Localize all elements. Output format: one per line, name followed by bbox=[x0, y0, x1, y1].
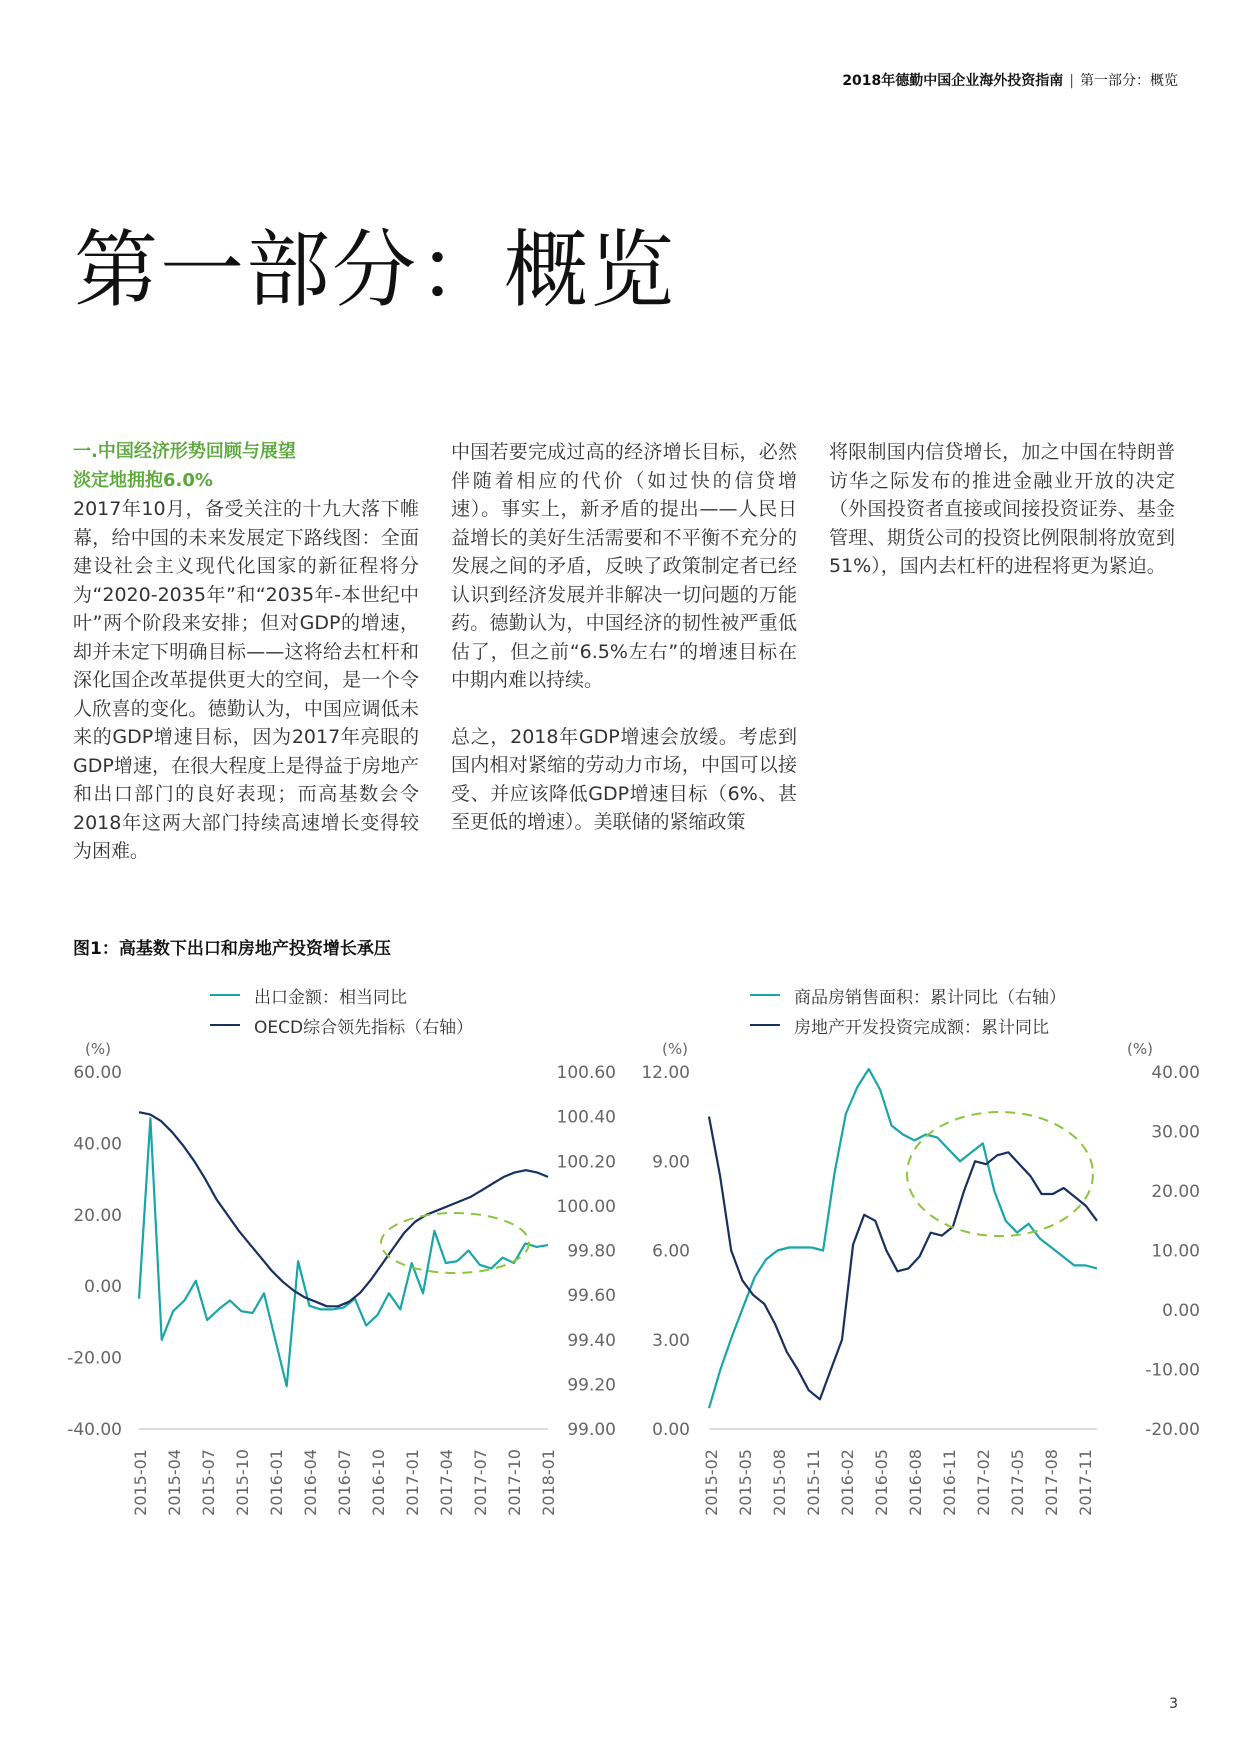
chart1-svg bbox=[60, 980, 620, 1540]
right-tick-label: 0.00 bbox=[1162, 1301, 1200, 1321]
section-heading: 一.中国经济形势回顾与展望 bbox=[73, 441, 296, 462]
x-tick-label: 2016-01 bbox=[267, 1449, 286, 1516]
x-tick-label: 2017-11 bbox=[1076, 1449, 1095, 1516]
chart-exports-oecd bbox=[60, 980, 620, 1540]
legend-item bbox=[750, 980, 1066, 1010]
right-tick-label: 10.00 bbox=[1151, 1241, 1200, 1262]
x-tick-label: 2016-02 bbox=[838, 1449, 857, 1516]
left-tick-label: 20.00 bbox=[73, 1205, 122, 1226]
right-axis-unit: (%) bbox=[1127, 1040, 1153, 1058]
x-tick-label: 2017-08 bbox=[1042, 1449, 1061, 1516]
x-tick-label: 2017-05 bbox=[1008, 1449, 1027, 1516]
legend-label: 房地产开发投资完成额：累计同比 bbox=[794, 1017, 1049, 1038]
left-tick-label: 6.00 bbox=[652, 1241, 690, 1262]
legend-swatch-navy bbox=[750, 1024, 780, 1026]
right-tick-label: 99.00 bbox=[567, 1420, 616, 1440]
right-tick-label: 100.60 bbox=[556, 1063, 616, 1083]
right-tick-label: 100.40 bbox=[556, 1107, 616, 1128]
right-tick-label: 99.80 bbox=[567, 1241, 616, 1262]
x-tick-label: 2016-04 bbox=[301, 1449, 320, 1516]
left-tick-label: -20.00 bbox=[67, 1348, 122, 1369]
left-tick-label: 12.00 bbox=[641, 1063, 690, 1083]
report-title: 2018年德勤中国企业海外投资指南 bbox=[842, 73, 1064, 89]
x-tick-label: 2015-08 bbox=[770, 1449, 789, 1516]
x-tick-label: 2016-08 bbox=[906, 1449, 925, 1516]
x-tick-label: 2016-11 bbox=[940, 1449, 959, 1516]
figure-title: 图1：高基数下出口和房地产投资增长承压 bbox=[73, 939, 391, 959]
left-axis-unit: (%) bbox=[662, 1040, 688, 1058]
legend-item bbox=[750, 1010, 1066, 1040]
x-tick-label: 2015-04 bbox=[165, 1449, 184, 1516]
x-tick-label: 2016-07 bbox=[335, 1449, 354, 1516]
legend-label: 出口金额：相当同比 bbox=[254, 987, 407, 1008]
paragraph: 2017年10月，备受关注的十九大落下帷幕，给中国的未来发展定下路线图：全面建设社会主义现代化国家的新征程将分为“2020-2035年”和“2035年-本世纪中叶”两个阶段来安排；但对GDP的增速，却并未定下明确目标——这将给去杠杆和深化国企改革提供更大的空间，是一个令人欣喜的变化。德勤认为，中国应调低未来的GDP增速目标，因为2017年亮眼的GDP增速，在很大程度上是得益于房地产和出口部门的良好表现；而高基数会令2018年这两大部门持续高速增长变得较为困难。 bbox=[73, 498, 419, 862]
series-line-1 bbox=[139, 1118, 548, 1386]
text-column-2 bbox=[451, 438, 797, 865]
right-tick-label: 20.00 bbox=[1151, 1182, 1200, 1202]
x-tick-label: 2017-10 bbox=[505, 1449, 524, 1516]
left-tick-label: 9.00 bbox=[652, 1152, 690, 1173]
x-tick-label: 2015-07 bbox=[199, 1449, 218, 1516]
right-tick-label: 40.00 bbox=[1151, 1063, 1200, 1083]
series-line-1 bbox=[709, 1069, 1097, 1408]
left-axis-unit: (%) bbox=[85, 1040, 111, 1058]
x-tick-label: 2015-10 bbox=[233, 1449, 252, 1516]
legend-swatch-navy bbox=[210, 1024, 240, 1026]
right-tick-label: -10.00 bbox=[1145, 1360, 1200, 1381]
left-tick-label: 40.00 bbox=[73, 1134, 122, 1155]
chart2-svg bbox=[640, 980, 1200, 1540]
chart1-legend bbox=[210, 980, 473, 1040]
series-line-2 bbox=[139, 1112, 548, 1306]
legend-item bbox=[210, 1010, 473, 1040]
page-number: 3 bbox=[1169, 1696, 1178, 1712]
right-tick-label: 30.00 bbox=[1151, 1122, 1200, 1143]
chart-housing bbox=[640, 980, 1200, 1540]
left-tick-label: 60.00 bbox=[73, 1063, 122, 1083]
left-tick-label: -40.00 bbox=[67, 1420, 122, 1440]
paragraph: 总之，2018年GDP增速会放缓。考虑到国内相对紧缩的劳动力市场，中国可以接受、并应该降低GDP增速目标（6%、甚至更低的增速）。美联储的紧缩政策 bbox=[451, 725, 797, 833]
legend-item bbox=[210, 980, 473, 1010]
right-tick-label: -20.00 bbox=[1145, 1420, 1200, 1440]
legend-swatch-teal bbox=[750, 994, 780, 996]
running-header bbox=[842, 70, 1178, 90]
paragraph: 将限制国内信贷增长，加之中国在特朗普访华之际发布的推进金融业开放的决定（外国投资者直接或间接投资证券、基金管理、期货公司的投资比例限制将放宽到51%），国内去杠杆的进程将更为紧迫。 bbox=[829, 441, 1175, 577]
x-tick-label: 2018-01 bbox=[539, 1449, 558, 1516]
text-column-1 bbox=[73, 438, 419, 894]
text-column-3 bbox=[829, 438, 1175, 609]
section-subheading: 淡定地拥抱6.0% bbox=[73, 469, 213, 491]
left-tick-label: 3.00 bbox=[652, 1330, 690, 1351]
right-tick-label: 100.00 bbox=[556, 1196, 616, 1217]
legend-label: OECD综合领先指标（右轴） bbox=[254, 1017, 474, 1038]
right-tick-label: 99.40 bbox=[567, 1330, 616, 1351]
right-tick-label: 99.60 bbox=[567, 1286, 616, 1307]
chart2-legend bbox=[750, 980, 1066, 1040]
x-tick-label: 2017-07 bbox=[471, 1449, 490, 1516]
x-tick-label: 2016-05 bbox=[872, 1449, 891, 1516]
right-tick-label: 99.20 bbox=[567, 1375, 616, 1396]
header-section: 第一部分：概览 bbox=[1080, 73, 1178, 89]
legend-label: 商品房销售面积：累计同比（右轴） bbox=[794, 987, 1066, 1008]
x-tick-label: 2015-11 bbox=[804, 1449, 823, 1516]
left-tick-label: 0.00 bbox=[652, 1420, 690, 1440]
left-tick-label: 0.00 bbox=[84, 1277, 122, 1298]
right-tick-label: 100.20 bbox=[556, 1152, 616, 1173]
x-tick-label: 2017-04 bbox=[437, 1449, 456, 1516]
x-tick-label: 2017-01 bbox=[403, 1449, 422, 1516]
x-tick-label: 2015-01 bbox=[131, 1449, 150, 1516]
header-separator: | bbox=[1069, 73, 1074, 89]
legend-swatch-teal bbox=[210, 994, 240, 996]
x-tick-label: 2015-05 bbox=[736, 1449, 755, 1516]
highlight-ellipse bbox=[907, 1112, 1093, 1236]
x-tick-label: 2015-02 bbox=[702, 1449, 721, 1516]
page-title: 第一部分：概览 bbox=[74, 221, 677, 319]
x-tick-label: 2016-10 bbox=[369, 1449, 388, 1516]
x-tick-label: 2017-02 bbox=[974, 1449, 993, 1516]
paragraph: 中国若要完成过高的经济增长目标，必然伴随着相应的代价（如过快的信贷增速）。事实上，新矛盾的提出——人民日益增长的美好生活需要和不平衡不充分的发展之间的矛盾，反映了政策制定者已经认识到经济发展并非解决一切问题的万能药。德勤认为，中国经济的韧性被严重低估了，但之前“6.5%左右”的增速目标在中期内难以持续。 bbox=[451, 441, 797, 691]
highlight-ellipse bbox=[381, 1213, 529, 1273]
